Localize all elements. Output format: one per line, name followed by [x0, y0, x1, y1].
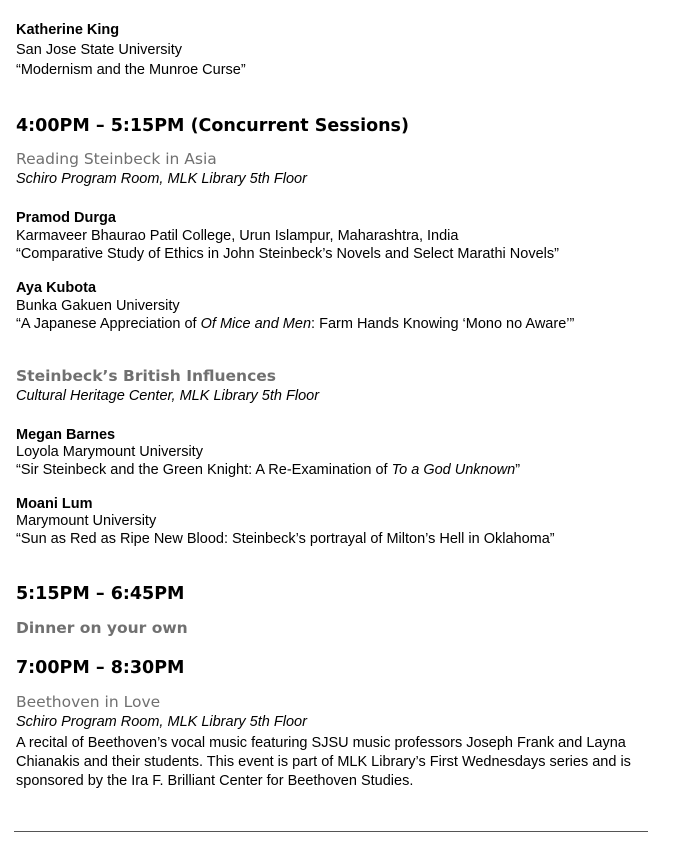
- session-title: Dinner on your own: [16, 619, 188, 637]
- speaker-name: Moani Lum: [16, 496, 93, 512]
- time-heading: 5:15PM – 6:45PM: [16, 584, 185, 604]
- speaker-affiliation: Loyola Marymount University: [16, 444, 203, 460]
- speaker-affiliation: Karmaveer Bhaurao Patil College, Urun Islampur, Maharashtra, India: [16, 228, 459, 244]
- time-heading: 7:00PM – 8:30PM: [16, 658, 185, 678]
- time-heading: 4:00PM – 5:15PM (Concurrent Sessions): [16, 116, 409, 136]
- paper-title: “Sun as Red as Ripe New Blood: Steinbeck’s portrayal of Milton’s Hell in Oklahoma”: [16, 531, 555, 547]
- speaker-name: Megan Barnes: [16, 427, 116, 443]
- speaker-name: Katherine King: [16, 22, 120, 38]
- speaker-affiliation: Marymount University: [16, 513, 157, 529]
- speaker-affiliation: Bunka Gakuen University: [16, 298, 180, 314]
- session-location: Schiro Program Room, MLK Library 5th Floor: [16, 714, 307, 730]
- paper-title: “Sir Steinbeck and the Green Knight: A Re-Examination of To a God Unknown”: [16, 462, 521, 478]
- paper-title-italic: To a God Unknown: [391, 462, 516, 478]
- session-title: Steinbeck’s British Influences: [16, 367, 276, 385]
- speaker-name: Aya Kubota: [16, 280, 97, 296]
- speaker-affiliation: San Jose State University: [16, 42, 183, 58]
- session-description: A recital of Beethoven’s vocal music featuring SJSU music professors Joseph Frank and Layna Chianakis and their students. This event is part of MLK Library’s First Wednesdays series and is sponsored by the Ira F. Brilliant Center for Beethoven Studies.: [16, 735, 631, 789]
- session-location: Schiro Program Room, MLK Library 5th Floor: [16, 171, 307, 187]
- paper-title: “A Japanese Appreciation of Of Mice and Men: Farm Hands Knowing ‘Mono no Aware’”: [16, 316, 575, 332]
- session-title: Reading Steinbeck in Asia: [16, 150, 217, 168]
- session-title: Beethoven in Love: [16, 693, 161, 711]
- paper-title-italic: Of Mice and Men: [200, 316, 312, 332]
- session-location: Cultural Heritage Center, MLK Library 5th Floor: [16, 388, 320, 404]
- paper-title: “Modernism and the Munroe Curse”: [16, 62, 246, 78]
- footer-divider: [14, 831, 648, 832]
- paper-title: “Comparative Study of Ethics in John Steinbeck’s Novels and Select Marathi Novels”: [16, 246, 559, 262]
- speaker-name: Pramod Durga: [16, 210, 116, 226]
